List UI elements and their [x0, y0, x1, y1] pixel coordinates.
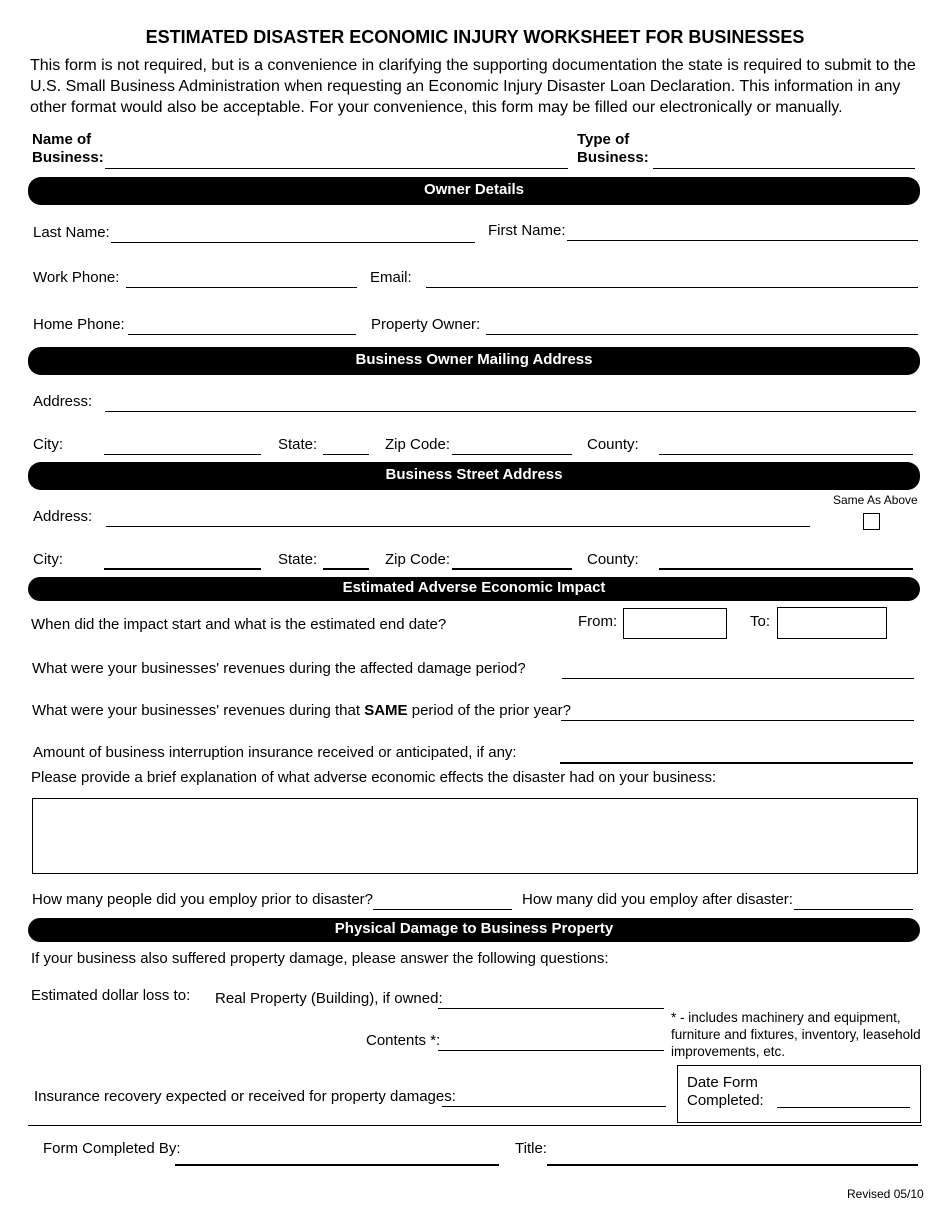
contents-label: Contents *:: [366, 1032, 441, 1049]
mailing-state-label: State:: [278, 436, 318, 453]
contents-note: * - includes machinery and equipment, furniture and fixtures, inventory, leasehold improvements, etc.: [671, 1010, 921, 1059]
mailing-address-header: Business Owner Mailing Address: [28, 347, 920, 375]
work-phone-label: Work Phone:: [33, 269, 120, 286]
prior-revenue-field[interactable]: [561, 720, 914, 721]
mailing-city-field[interactable]: [104, 454, 261, 455]
employ-before-field[interactable]: [373, 909, 512, 910]
title-field[interactable]: [547, 1164, 918, 1166]
business-type-label: Type of Business:: [577, 131, 649, 166]
work-phone-field[interactable]: [126, 287, 357, 288]
date-completed-field[interactable]: [777, 1107, 910, 1108]
impact-dates-question: When did the impact start and what is the estimated end date?: [31, 616, 447, 633]
intro-text: This form is not required, but is a convenience in clarifying the supporting documentation the state is required to submit to the U.S. Small Business Administration when requesting an Economic Injury Disaster Loan Declaration. This information in any other format would also be acceptable. For your convenience, this form may be filled our electronically or manually.: [30, 57, 916, 116]
insurance-question: Amount of business interruption insurance received or anticipated, if any:: [33, 744, 517, 761]
street-city-label: City:: [33, 551, 63, 568]
street-state-label: State:: [278, 551, 318, 568]
street-state-field[interactable]: [323, 568, 369, 570]
street-address-label: Address:: [33, 508, 93, 525]
email-label: Email:: [370, 269, 412, 286]
street-county-field[interactable]: [659, 568, 913, 570]
insurance-recovery-field[interactable]: [442, 1106, 666, 1107]
economic-impact-header: Estimated Adverse Economic Impact: [28, 577, 920, 601]
home-phone-field[interactable]: [128, 334, 356, 335]
same-as-above-label: Same As Above: [833, 493, 918, 507]
mailing-city-label: City:: [33, 436, 63, 453]
from-label: From:: [578, 613, 618, 630]
same-as-above-checkbox[interactable]: [863, 513, 880, 530]
revenue-field[interactable]: [562, 678, 914, 679]
completed-by-field[interactable]: [175, 1164, 499, 1166]
business-name-field[interactable]: [105, 168, 568, 169]
contents-field[interactable]: [438, 1050, 664, 1051]
prior-revenue-question: What were your businesses' revenues during that SAME period of the prior year?: [32, 702, 571, 719]
employ-after-question: How many did you employ after disaster:: [522, 891, 793, 908]
explanation-textarea[interactable]: [32, 798, 918, 874]
street-county-label: County:: [587, 551, 639, 568]
mailing-county-field[interactable]: [659, 454, 913, 455]
mailing-zip-field[interactable]: [452, 454, 572, 455]
email-field[interactable]: [426, 287, 918, 288]
mailing-address-field[interactable]: [105, 411, 916, 412]
to-date-input[interactable]: [777, 607, 887, 639]
insurance-field[interactable]: [560, 762, 913, 764]
physical-intro: If your business also suffered property damage, please answer the following questions:: [31, 950, 609, 967]
home-phone-label: Home Phone:: [33, 316, 125, 333]
street-zip-label: Zip Code:: [385, 551, 451, 568]
business-type-field[interactable]: [653, 168, 915, 169]
mailing-county-label: County:: [587, 436, 639, 453]
business-name-label: Name of Business:: [32, 131, 104, 166]
footer-divider: [28, 1125, 922, 1126]
property-owner-field[interactable]: [486, 334, 918, 335]
first-name-label: First Name:: [488, 222, 566, 239]
street-zip-field[interactable]: [452, 568, 572, 570]
street-address-field[interactable]: [106, 526, 810, 527]
mailing-address-label: Address:: [33, 393, 93, 410]
first-name-field[interactable]: [567, 240, 918, 241]
page-title: ESTIMATED DISASTER ECONOMIC INJURY WORKSHEET FOR BUSINESSES: [145, 27, 805, 47]
from-date-input[interactable]: [623, 608, 727, 639]
title-label: Title:: [515, 1140, 547, 1157]
real-property-field[interactable]: [438, 1008, 664, 1009]
estimated-loss-label: Estimated dollar loss to:: [31, 987, 191, 1004]
street-city-field[interactable]: [104, 568, 261, 570]
explanation-question: Please provide a brief explanation of what adverse economic effects the disaster had on your business:: [31, 769, 717, 786]
mailing-zip-label: Zip Code:: [385, 436, 451, 453]
owner-details-header: Owner Details: [28, 177, 920, 205]
property-owner-label: Property Owner:: [371, 316, 481, 333]
revenue-question: What were your businesses' revenues during the affected damage period?: [32, 660, 526, 677]
physical-damage-header: Physical Damage to Business Property: [28, 918, 920, 942]
last-name-label: Last Name:: [33, 224, 110, 241]
last-name-field[interactable]: [111, 242, 475, 243]
mailing-state-field[interactable]: [323, 454, 369, 455]
completed-by-label: Form Completed By:: [43, 1140, 181, 1157]
street-address-header: Business Street Address: [28, 462, 920, 490]
insurance-recovery-label: Insurance recovery expected or received for property damages:: [34, 1088, 456, 1105]
employ-after-field[interactable]: [794, 909, 913, 910]
employ-before-question: How many people did you employ prior to disaster?: [32, 891, 374, 908]
revised-date: Revised 05/10: [847, 1187, 924, 1201]
to-label: To:: [750, 613, 771, 630]
date-completed-label: Date Form Completed:: [687, 1074, 764, 1109]
real-property-label: Real Property (Building), if owned:: [215, 990, 443, 1007]
